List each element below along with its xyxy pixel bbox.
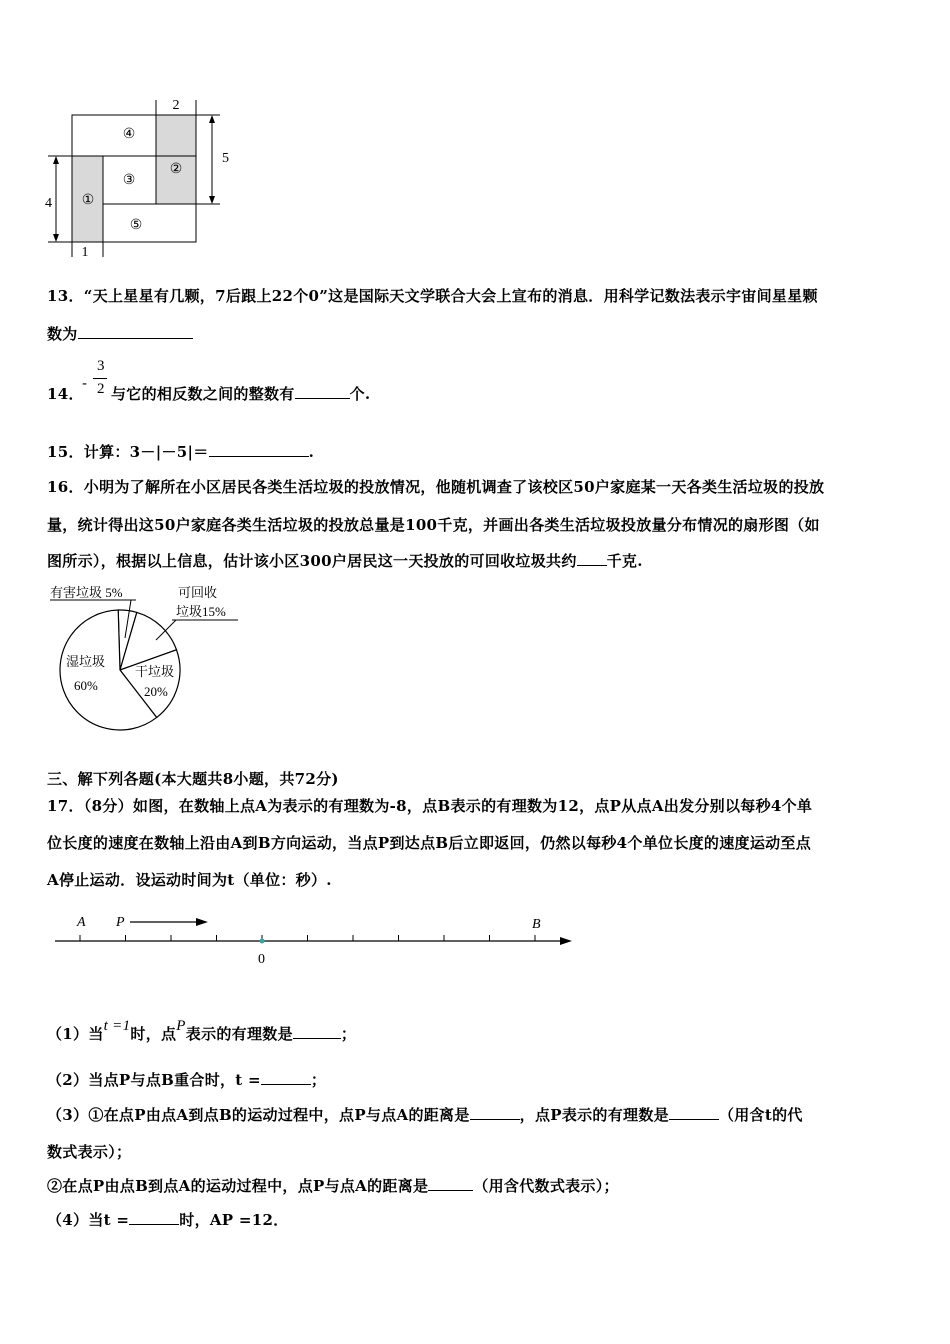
q14-answer-blank	[295, 384, 350, 399]
p3-line2: 数式表示）；	[47, 1143, 132, 1161]
p4	[47, 1209, 289, 1230]
p3b-text-b: （用含代数式表示）；	[473, 1177, 619, 1195]
number-line-ticks	[80, 935, 580, 941]
p3b-text-a: ②在点P由点B到点A的运动过程中，点P与点A的距离是	[47, 1177, 429, 1195]
q13-line2	[47, 323, 193, 344]
region-4: ④	[122, 127, 136, 142]
rectangle-figure	[40, 95, 240, 260]
q15-end: .	[308, 443, 315, 461]
p1-end: ；	[340, 1025, 357, 1043]
q14-end: 个.	[349, 385, 371, 403]
q17-line1: 17．（8分）如图，在数轴上点A为表示的有理数为-8，点B表示的有理数为12，点P从点A出发分别以每秒4个单	[47, 797, 813, 815]
q16-line1: 16．小明为了解所在小区居民各类生活垃圾的投放情况，他随机调查了该校区50户家庭某一天各类生活垃圾的投放	[47, 478, 825, 496]
section-3-title: 三、解下列各题(本大题共8小题，共72分)	[47, 770, 339, 788]
q13-line1: 13．“天上星星有几颗，7后跟上22个0”这是国际天文学联合大会上宣布的消息．用科学记数法表示宇宙间星星颗	[47, 287, 818, 305]
pie-label-dry-2: 20%	[144, 684, 168, 699]
p3-value-blank	[669, 1105, 719, 1120]
q13-answer-blank	[78, 324, 193, 339]
p3-text-c: （用含t的代	[718, 1106, 803, 1124]
q17-line2: 位长度的速度在数轴上沿由A到B方向运动，当点P到达点B后立即返回，仍然以每秒4个单位长度的速度运动至点	[47, 834, 812, 852]
point-b-label: B	[532, 917, 541, 932]
q15-answer-blank	[209, 442, 309, 457]
p1-point-p: P	[176, 1018, 186, 1034]
pie-label-recycle-2: 垃圾15%	[176, 604, 226, 619]
p2-end: ；	[310, 1071, 327, 1089]
p4-answer-blank	[129, 1210, 179, 1225]
q14-fraction-bar	[93, 378, 107, 379]
pie-label-wet-2: 60%	[74, 678, 98, 693]
p1-answer-blank	[293, 1024, 341, 1039]
p-direction-arrowhead	[196, 918, 208, 926]
p4-text-b: 时，AP =12．	[179, 1211, 289, 1229]
q16-line3-text: 图所示），根据以上信息，估计该小区300户居民这一天投放的可回收垃圾共约	[47, 552, 577, 570]
p3-distance-blank	[470, 1105, 520, 1120]
p3b-line	[47, 1175, 619, 1196]
region-3: ③	[122, 173, 136, 188]
dim-bottom: 1	[81, 245, 89, 260]
p2	[47, 1069, 326, 1090]
q16-line3	[47, 550, 643, 571]
p3-text-a: （3）①在点P由点A到点B的运动过程中，点P与点A的距离是	[47, 1106, 470, 1124]
dim-top: 2	[172, 98, 180, 113]
q14-minus: -	[82, 374, 88, 392]
pie-label-wet-1: 湿垃圾	[66, 654, 106, 669]
p1-text: 表示的有理数是	[185, 1025, 293, 1043]
q14-denominator: 2	[97, 381, 105, 397]
region-2: ②	[169, 162, 183, 177]
dim-left: 4	[45, 196, 52, 211]
p3-text-b: ，点P表示的有理数是	[519, 1106, 669, 1124]
q14-label: 14．	[47, 385, 84, 403]
q17-line3: A停止运动．设运动时间为t（单位：秒）.	[47, 871, 332, 889]
pie-label-hazard: 有害垃圾 5%	[50, 585, 123, 600]
p1	[47, 1018, 357, 1044]
q14-body	[111, 383, 370, 404]
p3-line1	[47, 1104, 803, 1125]
zero-label: 0	[258, 952, 265, 967]
region-1: ①	[81, 193, 95, 208]
point-a-label: A	[77, 915, 86, 930]
point-p-label: P	[116, 915, 125, 930]
region-5: ⑤	[129, 218, 143, 233]
dim-right: 5	[222, 151, 229, 166]
number-line-arrow	[560, 937, 572, 945]
p4-text-a: （4）当t =	[47, 1211, 130, 1229]
q16-line2: 量，统计得出这50户家庭各类生活垃圾的投放总量是100千克，并画出各类生活垃圾投放量分布情况的扇形图（如	[47, 516, 820, 534]
number-line	[50, 908, 580, 970]
q13-line2-text: 数为	[47, 325, 78, 343]
q16-answer-blank	[577, 551, 607, 566]
origin-dot	[260, 939, 265, 944]
p3b-blank	[428, 1176, 473, 1191]
q14-numerator: 3	[97, 358, 105, 374]
p1-t-equals: t =1	[103, 1018, 131, 1034]
q16-line3-end: 千克.	[606, 552, 643, 570]
pie-label-recycle-1: 可回收	[178, 585, 218, 600]
pie-label-dry-1: 干垃圾	[135, 664, 175, 679]
q15-text: 15．计算：3－|－5|＝	[47, 443, 209, 461]
p2-text: （2）当点P与点B重合时，t =	[47, 1071, 261, 1089]
q15	[47, 441, 314, 462]
garbage-pie-chart	[40, 578, 260, 738]
p1-lead: （1）当	[47, 1025, 104, 1043]
p1-mid: 时，点	[130, 1025, 177, 1043]
p2-answer-blank	[261, 1070, 311, 1085]
q14-text: 与它的相反数之间的整数有	[111, 385, 295, 403]
